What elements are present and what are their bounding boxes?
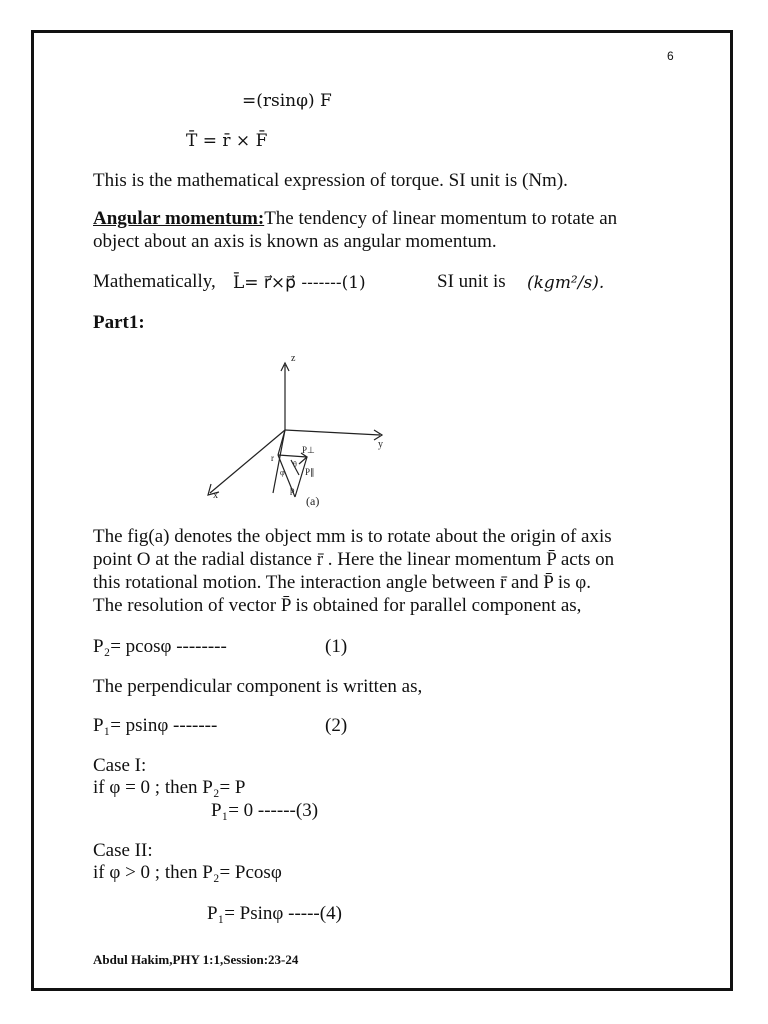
- paragraph-line-1: The fig(a) denotes the object mm is to rotate about the origin of axis: [93, 526, 612, 547]
- page-number: 6: [667, 49, 674, 63]
- case1-title: Case I:: [93, 755, 147, 776]
- x-axis-label: x: [213, 490, 218, 501]
- angular-momentum-heading: Angular momentum:: [93, 208, 265, 229]
- y-axis-label: y: [378, 439, 383, 450]
- equation-1-number: (1): [325, 636, 348, 657]
- equation-2-number: (2): [325, 715, 348, 736]
- z-axis-label: z: [291, 353, 296, 364]
- paragraph-line-2: point O at the radial distance r̄ . Here the linear momentum P̄ acts on: [93, 549, 615, 570]
- paragraph-line-3: this rotational motion. The interaction angle between r̄ and P̄ is φ.: [93, 572, 591, 593]
- angular-momentum-text1: The tendency of linear momentum to rotate an: [264, 208, 618, 229]
- case2-line2: P₁= Psinφ -----(4): [207, 903, 342, 924]
- phi-label: φ: [280, 468, 285, 477]
- theta-label: θ: [293, 460, 297, 469]
- angular-momentum-line1: [93, 208, 617, 230]
- equation-1: P₂= pcosφ --------: [93, 636, 227, 657]
- p-label: p: [290, 485, 295, 495]
- footer: Abdul Hakim,PHY 1:1,Session:23-24: [93, 952, 299, 967]
- r-label: r: [271, 453, 274, 463]
- figure-caption: (a): [306, 494, 320, 508]
- part-heading: Part1:: [93, 312, 145, 333]
- si-unit-label: SI unit is: [437, 271, 506, 292]
- perpendicular-line: The perpendicular component is written as,: [93, 676, 423, 697]
- math-line-formula: L̄= r⃗×p⃗ -------(1): [233, 273, 366, 293]
- si-unit-value: (kgm²/s).: [527, 273, 605, 293]
- torque-equation-2: T̄ = r̄ × F̄: [186, 131, 268, 151]
- p1-label: P⊥: [302, 445, 315, 455]
- paragraph-line-4: The resolution of vector P̄ is obtained for parallel component as,: [93, 595, 582, 616]
- math-line-label: Mathematically,: [93, 271, 216, 292]
- equation-2: P₁= psinφ -------: [93, 715, 218, 736]
- torque-paragraph: This is the mathematical expression of torque. SI unit is (Nm).: [93, 170, 568, 191]
- torque-equation-1: =(rsinφ) F: [242, 91, 332, 111]
- p1-component: [278, 455, 307, 457]
- p2-label: P∥: [305, 467, 315, 477]
- case2-line1: if φ > 0 ; then P₂= Pcosφ: [93, 862, 282, 883]
- case2-title: Case II:: [93, 840, 153, 861]
- angular-momentum-line2: object about an axis is known as angular momentum.: [93, 231, 497, 252]
- y-axis: [285, 430, 380, 435]
- vertical-line: [273, 430, 285, 493]
- case1-line1: if φ = 0 ; then P₂= P: [93, 777, 246, 798]
- figure-a: [195, 345, 395, 515]
- case1-line2: P₁= 0 ------(3): [211, 800, 319, 821]
